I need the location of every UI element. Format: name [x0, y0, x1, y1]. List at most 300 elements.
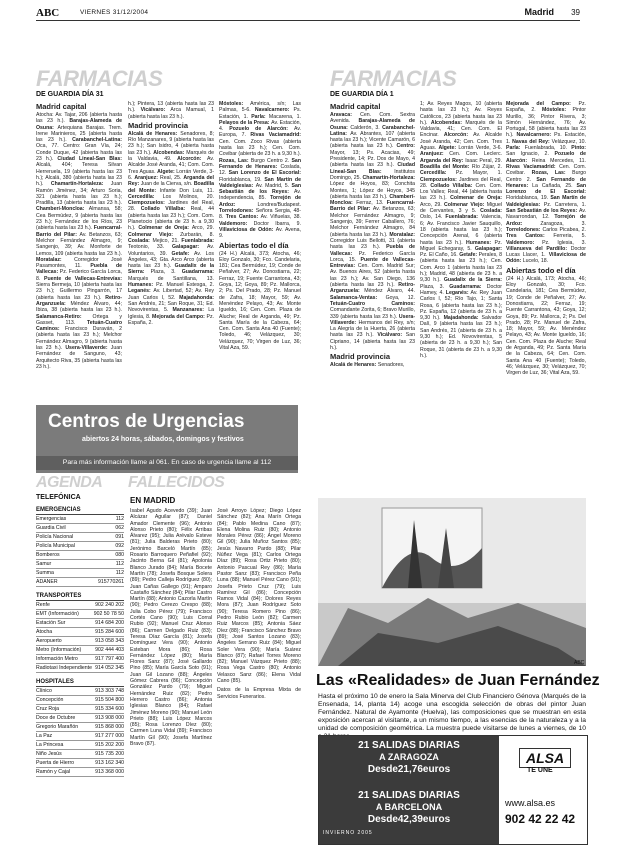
locality-label: Mejorada del Campo: [506, 101, 579, 107]
agenda-entry-number: 902 444 403 [93, 646, 124, 655]
obituaries-col1 [130, 508, 212, 843]
locality-label: San Martín de Valdeiglesias: [219, 176, 301, 189]
locality-label: Tres Cantos: [225, 214, 261, 221]
locality-label: Navas del Rey: [512, 138, 552, 145]
pharmacy-address: Los Molinos, 20. [162, 193, 214, 200]
locality-label: Salamanca-Retiro: [36, 313, 93, 320]
pharmacy-address: Burgo Centro 2. [250, 157, 292, 164]
pharmacy-address: Cen. Com. Sextra Avenida. [330, 112, 415, 125]
column-heading: Madrid provincia [128, 120, 189, 130]
agenda-entry-number: 112 [89, 515, 124, 524]
pharmacy-address: Av. Voluntarios, 39. [128, 244, 214, 257]
locality-label: Fuencarral-Barrio del Pilar: [36, 225, 122, 238]
pharmacy-address: Av. Alcalde José Aranda, 42; Cen. Com. Tres Aguas. [420, 132, 502, 152]
locality-label: Parla: [506, 145, 525, 152]
locality-label: Barajas-Alameda de Osuna: [330, 118, 415, 131]
agenda-row [36, 533, 124, 542]
pharmacy-address: Pz. Miguel Echegaray, 5. [420, 239, 502, 252]
pharmacy-address: Ortega y Gasset, 113. [36, 313, 122, 326]
ad-routes-panel [319, 736, 499, 844]
agenda-table [36, 687, 124, 777]
locality-label: Villanueva del Pardillo: [506, 245, 571, 252]
obituaries-text-a: Isabel Agudo Acevedo (39); Juan Alcázar Aguilar (87); Daniel Amador Clemente (96); Antonio Alonso Prieto (80); Félix Arribas Álvarez (95); Julia Arévalo Esteve (81); Julia Balderas Prieto (80); Jerónimo Barceló Martín (85); Rosario Barroquero Peñafiel (92); Jacinto Berna Gil (81); Apolonia Blanco Jurado (84); María Bocete Martín (78); Josefa Bosque Solera (89); Pedro Calleja Rodríguez (80); Juan Cañas Gallego (91); Amparo Castaño Sánchez (84); Pilar Castro Martín (88); Antonio Cazorla Martín (90); Pedro Cerezo Crespo (88); Julia Cobo Pérez (79); Francisco Cortés Cano (90); Luis Corral Rubio (92); Manuel Cruz Alonso (86); Carmen Delgado Ruiz (83); Teresa Díaz García (81); Josefa Domínguez Vera (90); Antonio Esteban Mora (86); Rosa Fernández López (80); María Flores Sanz (87); José Gallardo Pino (85); María García Soto (91); Juan Gil Lozano (88); Ángeles Gómez Cabrera (86); Concepción González Pardo (79); Miguel Hernández Ruiz (82); Pedro Herrero Castro (86); Antonia Iglesias Blanco (84); Rafael Jiménez Moreno (90); Manuel León Prieto (88); Luis López Marcos (85); Rosa Lorenzo Díez (80); Carmen Luna Vidal (89); Francisco Martín Gil (90); Josefa Martínez Bravo (87). [130, 508, 212, 747]
agenda-entry-number: 915 735 200 [88, 750, 124, 759]
agenda-row [36, 560, 124, 569]
locality-label: San Sebastián de los Reyes: [506, 208, 579, 215]
agenda-entry-name: EMT (Información) [36, 610, 93, 619]
pharmacy-address: Reina Mercedes, 11. [531, 157, 586, 164]
pharmacy-address: Teotonio, 33. [128, 244, 173, 251]
pharmacy-address: Goya, 12. [385, 294, 415, 301]
agenda-row [36, 551, 124, 560]
locality-label: Tetuán-Cuatro Caminos: [330, 300, 415, 307]
locality-label: Navalcarnero: [254, 107, 294, 114]
pharmacy-address: Sierra Bermeja, 10 (abierta hasta las 23 h.); Guillermo Pingarrón, 17 (abierta hasta las 23 h.). [36, 282, 122, 301]
left-pharmacies-head: DE GUARDIA DÍA 31 [36, 91, 104, 98]
locality-label: Vicálvaro: [377, 332, 406, 339]
locality-label: Guadarrama: [181, 269, 214, 276]
pharmacy-address: La Iglesia, 8. [128, 307, 214, 320]
agenda-entry-number: 915 504 800 [88, 696, 124, 705]
pharmacy-address: Cen. Com. Covibar. [506, 163, 586, 177]
pharmacy-address: Jardines del Real, 28. [420, 176, 502, 189]
pharmacy-address: Hermanos del Rey, s/n; La Alegría de la Huerta, 26 (abierta hasta las 23 h.). [330, 319, 415, 339]
locality-label: Manzanares: [172, 307, 209, 314]
agenda-entry-number: 915 202 200 [88, 741, 124, 750]
locality-label: Fuenlabrada: [181, 237, 214, 244]
pharmacy-address: Oslo, 14. [420, 214, 446, 221]
ad-line-4: 21 SALIDAS DIARIAS [358, 790, 460, 801]
column-heading: Madrid provincia [330, 352, 391, 362]
locality-label: Coslada: [480, 208, 502, 215]
locality-label: Pozuelo de Alarcón: [506, 151, 586, 164]
pharmacy-address: Av. Europa, 7. [219, 126, 301, 139]
pharmacy-address: Mejico, 21. [152, 237, 182, 244]
locality-label: Colmenar Viejo: [128, 231, 181, 238]
obituaries-col2 [217, 508, 301, 843]
pharmacy-address: Ps. Estación, 1. [219, 107, 301, 120]
locality-label: Parla: [251, 113, 269, 120]
pharmacy-address: Av. Independencia, 85. [219, 189, 301, 202]
locality-label: Humanes: [466, 239, 495, 246]
pharmacy-address: Cen. Com. Zoco Rivas (abierta hasta las 23 h.); Cen. Com. Covibar (abierta de 23 h. a 9,30 h.). [219, 138, 301, 158]
locality-label: Valdemoro: [219, 220, 254, 227]
issue-date: VIERNES 31/12/2004 [80, 9, 149, 16]
obituaries-kicker: FALLECIDOS [128, 474, 225, 491]
locality-label: Móstoles: [541, 107, 573, 114]
locality-label: Majadahonda: [179, 294, 214, 301]
locality-label: Vicálvaro: [140, 107, 171, 114]
agenda-row [36, 610, 124, 619]
locality-label: San Lorenzo de El Escorial: [506, 182, 586, 196]
agenda-entry-number: 915770261 [89, 578, 124, 587]
right-pharmacies-kicker: FARMACIAS [330, 66, 457, 91]
pharmacy-address: Av. Rey Juan Carlos I, 52; Río Tajo, 1; Santa Rosa, 6 (abierta hasta las 23 h.); Pz. España, 12 (abierta de 23 h. a 9,30 h.). [420, 289, 502, 322]
pharmacy-address: Zurbarán, 8. [180, 231, 214, 238]
agenda-entry-number: 062 [89, 524, 124, 533]
pharmacy-address: Mayor, 13; Ps. Acacias, 49; Presidente, 14; Pz. Dos de Mayo, 4 (abierta hasta las 23 h.). [330, 149, 415, 169]
agenda-row [36, 655, 124, 664]
agenda-row [36, 768, 124, 777]
locality-label: Alcorcón: [177, 156, 207, 163]
agenda-entry-number: 913 368 000 [88, 768, 124, 777]
locality-label: Alcobendas: [430, 119, 466, 126]
ad-line-2: A ZARAGOZA [379, 752, 439, 762]
agenda-entry-name: Renfe [36, 601, 93, 610]
agenda-entry-number: 092 [89, 542, 124, 551]
agenda-head: TELEFÓNICA [36, 494, 81, 501]
pharmacy-address: Floridablanca, 19. [506, 195, 551, 202]
agenda-entry-name: Gregorio Marañón [36, 723, 88, 732]
pharmacy-address: Av. Betanzos, 63; Melchor Fernández Almagro, 9; Sangenjo, 39; Ferrer Caballero, 76; Melchor Fernández Almagro, 84 (abierta hasta las 23 h.). [330, 206, 415, 238]
pharmacy-address: Artequiana Barajas. Trem. Irene Marinieros, 25 (abierta hasta las 23 h.). [36, 124, 122, 144]
agenda-row [36, 732, 124, 741]
locality-label: Usera-Villaverde: [330, 313, 415, 326]
locality-label: Aranjuez: [134, 174, 161, 181]
pharmacy-address: Francisco Duraván, 2 (abierta hasta las 23 h.); Melchor Fernández Almagro, 9 (abierta hasta las 23 h.). [36, 326, 122, 351]
locality-label: Valdemoro: [506, 239, 543, 246]
pharmacy-address: Isaac Peral, 29. [465, 157, 502, 164]
locality-label: Arganda del Rey: [128, 174, 214, 188]
agenda-row [36, 723, 124, 732]
pharmacy-address: Doctor Ibarra, 9. [253, 220, 301, 227]
locality-label: Puebla de Vallecas: [36, 263, 122, 276]
pharmacy-address: Cen. Com. Madrid Sur; Av. Buenos Aires, 52 (abierta hasta las 23 h.); Av. San Diego, 136 (abierta hasta las 23 h.). [330, 263, 415, 289]
agenda-row [36, 524, 124, 533]
ad-season: INVIERNO 2005 [323, 830, 373, 836]
right-pharmacies-head: DE GUARDIA DÍA 1 [330, 91, 394, 98]
pharmacy-address: América, s/n; Las Palmas, 5-6. [219, 101, 301, 114]
agenda-entry-name: Niño Jesús [36, 750, 88, 759]
ad-line-5: A BARCELONA [375, 802, 443, 812]
pharmacy-address: Av. Los Ángeles, 43; Gta. Arco Arco (abierta hasta las 23 h.). [128, 250, 214, 270]
pharmacy-address: Plaza, 3. [420, 283, 450, 290]
agenda-row [36, 578, 124, 587]
locality-label: Rozas, Las: [531, 170, 573, 177]
exhibition-photo [318, 498, 586, 666]
pharmacy-address: Pz. España, 2. [128, 313, 214, 326]
agenda-entry-number: 914 684 200 [93, 619, 124, 628]
agenda-entry-number: 917 277 000 [88, 732, 124, 741]
agenda-entry-number: 902 50 78 50 [93, 611, 124, 617]
agenda-entry-number: 080 [89, 551, 124, 560]
agenda-entry-number: 902 240 202 [93, 601, 124, 610]
agenda-block-title: TRANSPORTES [36, 593, 124, 601]
pharmacy-address: Lorrán Verde, 3-6. [128, 168, 214, 181]
pharmacy-address: Alcalá, 173; Atocha, 46; Eloy Gonzalo, 30; Fco. Candelaria, 181; Cea Bermúdez, 19; Conde de Peñalver, 27; Av. Donostiarra, 22; Ferraz, 19; Fuente Carrantona, 43; Goya, 12; Goya, 89; Pz. Mallorca, 2; Ps. Del Prado, 28; Pz. Manuel de Zafra, 18; Mayor, 59; Av. Menéndez Pelayo, 43; Av. Monte Igueldo, 16; Cen. Com. Plaza de Aluche; Real de Arganda, 49; Pz. Santa María de la Cabeza, 64; Cen. Com. Santa Ana 40 (Fuente); Toledo, 46; Velázquez, 30; Velázquez, 70; Virgen de Luz, 36; Vital Aza, 59. [506, 275, 586, 377]
pharmacy-address: Pintor Murillo, 36; Pintor Rivera, 3; Simón Hernández, 76; Av. Portugal, 58 (abierta hasta las 23 h.). [506, 107, 586, 139]
pharmacy-address: Av. Madrid, 5. [255, 182, 292, 189]
agenda-entry-number: 915 284 600 [93, 628, 124, 637]
pharmacy-address: Ps. Estación, 1. [506, 132, 586, 145]
left-pharmacies-col1 [36, 101, 122, 399]
agenda-entry-name: Puerta de Hierro [36, 759, 88, 768]
agenda-row [36, 569, 124, 578]
locality-label: Boadilla del Monte: [128, 181, 214, 194]
locality-label: Centro: [396, 143, 415, 150]
locality-label: Ciudad Lineal-San Blas: [330, 162, 415, 175]
locality-label: Puebla de Vallecas: [330, 244, 415, 257]
pharmacy-address: Av. Avena, 9. [219, 226, 301, 240]
pharmacy-address: Marqués de la Valdavia, 49. [128, 149, 214, 163]
pharmacy-address: Pz. El Caño, 16. [420, 252, 460, 259]
ad-line-1: 21 SALIDAS DIARIAS [358, 740, 460, 751]
agenda-entry-name: Ramón y Cajal [36, 768, 88, 777]
agenda-entry-name: Emergencias [36, 515, 89, 524]
pharmacy-address: Velázquez, 10. [551, 138, 586, 145]
pharmacy-address: Marqués de Santillana, 13. [128, 275, 214, 282]
pharmacy-address: Méndez Álvaro, 44. [364, 288, 415, 295]
pharmacy-address: San Ignacio, 2. [506, 151, 555, 158]
phone-agenda [36, 494, 124, 777]
pharmacy-address: Senadores, 8; Río Manzanares, 9 (abierta hasta las 23 h.); San Isidro, 4 (abierta hasta las 23 h.). [128, 130, 214, 156]
locality-label: Chamartín-Hortaleza: [362, 174, 415, 181]
pharmacy-address: Real, 25. [160, 174, 184, 181]
agenda-entry-number: 913 303 748 [88, 687, 124, 696]
alsa-advertisement[interactable] [318, 735, 588, 845]
agenda-entry-number: 091 [89, 533, 124, 542]
locality-label: Galapagar: [172, 244, 207, 251]
locality-label: Rozas, Las: [219, 157, 251, 164]
locality-label: San Martín de Valdeiglesias: [506, 195, 586, 208]
ad-tagline: TE UNE [527, 767, 553, 774]
pharmacy-address: Real, 44 (abierta hasta las 23 h.); Com. Com. Planetocio (abierta de 23 h. a 9,30 h.). [128, 206, 214, 232]
locality-label: Carabanchel-Latina: [72, 137, 122, 144]
pharmacy-address: Pz. Manuel Estesga, 2. [156, 282, 214, 289]
painting-illustration [318, 498, 586, 666]
pharmacy-address: Floridablanca, 19. [219, 176, 265, 183]
locality-label: Getafe: [459, 252, 479, 259]
pharmacy-address: Plaza, 3. [150, 269, 182, 276]
locality-label: Humanes: [128, 282, 157, 289]
locality-label: Boadilla del Monte: [420, 163, 472, 170]
locality-label: Alcorcón: [443, 132, 474, 139]
banner-subtitle: abiertos 24 horas, sábados, domingos y festivos [82, 436, 244, 443]
agenda-entry-name: La Princesa [36, 741, 88, 750]
obituaries-footer: Datos de la Empresa Mixta de Servicios Funerarios. [217, 687, 301, 700]
locality-label: Leganés: [128, 288, 154, 295]
agenda-blocks [36, 507, 124, 777]
locality-label: Ciempozuelos: [128, 200, 169, 207]
locality-label: Móstoles: [219, 101, 251, 107]
pharmacy-address: Doctor Hamey, 4. [420, 283, 502, 296]
pharmacy-address: Pz. España, 2. [506, 101, 586, 114]
pharmacy-address: Comandante Zorita, 6; Bravo Murillo, 339 (abierta hasta las 23 h.). [330, 307, 415, 320]
locality-label: Puente de Vallecas-Entrevías: [44, 275, 122, 282]
pharmacy-address: La Cañada, 25. [532, 182, 577, 189]
locality-label: Pinto: [571, 145, 586, 152]
pharmacy-address: Zaragoza, 3. [540, 220, 586, 227]
locality-label: Moratalaz: [389, 231, 415, 238]
obituaries-text-b: José Arroyo López; Diego López Sánchez (82); Ana Marín Ortega (84); Pablo Medina Cano (87); Elena Molina Ruiz (80); Antonio Morales Pérez (86); Ángel Moreno Gil (90); Julia Muñoz Santos (85); Jesús Navarro Pardo (88); Pilar Núñez Vega (81); Carlos Ortega Díaz (89); Rosa Ortiz Prieto (80); Antonio Pascual Rey (86); María Pastor Sanz (83); Francisco Peña Luna (88); Manuel Pérez Cano (91); Josefa Prieto Cruz (79); Luis Ramírez Gil (86); Concepción Ramos Vidal (84); Dolores Reyes Mora (87); Juan Rodríguez Soto (90); Teresa Romero Pino (86); Pedro Rubio León (82); Carmen Ruiz Marcos (85); Antonia Sáez Díez (88); Francisco Sánchez Bravo (89); José Santos Lozano (83); Ángeles Serrano Ruiz (84); Miguel Soler Vera (90); María Suárez Blanco (87); Rafael Torres Moreno (82); Manuel Vázquez Prieto (88); Rosa Vega Castro (80); Antonio Velasco Sanz (86); Elena Vidal Cano (85). [217, 508, 301, 685]
locality-label: Alcobendas: [153, 149, 187, 156]
locality-label: Rivas Vaciamadrid: [250, 132, 301, 139]
agenda-entry-number: 112 [89, 569, 124, 578]
right-pharmacies-col1 [330, 101, 415, 399]
locality-label: Cercedilla: [128, 193, 163, 200]
locality-label: Usera-Villaverde: [65, 344, 111, 351]
column-heading: Abiertas todo el día [219, 240, 289, 250]
locality-label: Salamanca-Ventas: [330, 294, 386, 301]
pharmacy-address: Av. Libertad, 52; Av. Rey Juan Carlos I, 52. [128, 288, 214, 301]
pharmacy-address: Fuenlabrada, 10. [524, 145, 572, 152]
ad-line-6: Desde42,39euros [367, 814, 451, 825]
masthead-logo: ABC [36, 7, 60, 19]
left-pharmacies-col2 [128, 101, 214, 399]
pharmacy-address: Av. Betanzos, 63; Melchor Fernández Almagro, 9; Sangenjo, 39; Av. Monforte de Lemos, 109 (abierta hasta las 23 h.). [36, 231, 122, 257]
locality-label: Collado Villalba: [140, 206, 191, 213]
agenda-block-title: EMERGENCIAS [36, 507, 124, 515]
locality-label: Alcalá de Henares: [128, 130, 181, 137]
locality-label: Majadahonda: [443, 315, 482, 322]
locality-label: Villaviciosa de Odón: [219, 226, 276, 233]
pharmacy-address: Juan Ramón Jiménez, 34; Arturo Soria, 321 (abierta hasta las 23 h.); Pradilla, 13 (abierta hasta las 23 h.). [36, 181, 122, 207]
pharmacy-address: Oca, 77. Centro: Gran Vía, 24; Conde Duque, 42 (abierta hasta las 23 h.). [36, 143, 122, 163]
locality-label: San Fernando de Henares: [506, 176, 586, 189]
agenda-kicker: AGENDA [36, 474, 103, 491]
column-heading: Madrid capital [36, 102, 87, 111]
pharmacy-address: San Cipriano, 14 (abierta hasta las 23 h.). [330, 332, 415, 351]
emergency-centers-banner [36, 405, 298, 473]
pharmacy-address: Av. Abrantes, 107 (abierta hasta las 23 h.); Vicente Camarón, 6 (abierta hasta las 23 h.). [330, 130, 415, 150]
article-lead: Hasta el próximo 10 de enero la Sala Minerva del Club Financiero Génova (Marqués de la Ensenada, 14, planta 14) acoge una escogida selección de obras del pintor Juan Fernández. Natural de Ayamonte (Huelva), las composiciones que se muestran en esta exposición acercan al visitante, a un mismo tiempo, a las esencias de la naturaleza y a la unidad de composición geométrica. La muestra puede visitarse de lunes a viernes, de 10 [318, 693, 586, 732]
locality-label: Algete: [438, 145, 459, 152]
locality-label: Guadalix de la Sierra: [128, 263, 214, 276]
left-pharmacies-col3 [219, 101, 301, 399]
pharmacy-address: Corregidor José Pasamontes, 11. [36, 256, 122, 270]
pharmacy-address: Pz. Iglesia, 3. [542, 239, 586, 246]
pharmacy-address: Valencia, 6; Av. Francisco Javier Sauquillo, 18 (abierta hasta las 23 h.); Concepción Arenal, 6 (abierta hasta las 23 h.). [420, 214, 502, 246]
locality-label: Pelayos de la Presa: [219, 119, 272, 126]
locality-label: Colmenar de Oreja: [450, 195, 502, 202]
alsa-logo: ALSA [519, 748, 571, 768]
agenda-entry-name: Concepción [36, 696, 88, 705]
pharmacy-address: Calderón, 3. [350, 124, 383, 131]
pharmacy-address: Jardines del Real, 28. [128, 200, 214, 213]
pharmacy-address: (24 H.) [506, 275, 527, 282]
locality-label: Torrejón de Ardoz: [219, 195, 301, 208]
agenda-row [36, 515, 124, 524]
agenda-entry-number: 913 908 000 [88, 714, 124, 723]
locality-label: Fuencarral-Barrio del Pilar: [330, 200, 415, 213]
pharmacy-address: (24 H.) [219, 250, 241, 257]
locality-label: Tres Cantos: [506, 233, 554, 240]
pharmacy-address: Pz. Mayor, 1. [455, 170, 502, 177]
pharmacy-address: Pz. Carretera, 1. [543, 201, 586, 208]
agenda-entry-name: Radiotaxi Independiente [36, 665, 92, 671]
locality-label: Galapagar: [474, 245, 502, 252]
article-headline: Las «Realidades» de Juan Fernández [316, 672, 600, 689]
agenda-entry-number: 915 868 000 [88, 723, 124, 732]
ad-website[interactable]: www.alsa.es [505, 798, 556, 808]
agenda-row [36, 687, 124, 696]
locality-label: Barajas-Alameda de Osuna: [36, 118, 122, 131]
agenda-entry-number: 917 797 400 [93, 655, 124, 664]
pharmacy-address: Cen. Com. Leclerc. [449, 151, 502, 158]
page-header [36, 6, 580, 21]
agenda-entry-number: 913 162 340 [88, 759, 124, 768]
pharmacy-address: Av. Estación, 4. [219, 119, 301, 133]
pharmacy-address: Señora Sergia, 48-8. [219, 208, 301, 221]
pharmacy-address: Almansa, 58; Cea Bermúdez, 9 (abierta hasta las 23 h.); Fernández de los Ríos, 23 (abierta hasta las 23 h.). [36, 206, 122, 232]
column-heading: Madrid capital [330, 102, 381, 111]
locality-label: Chamberí-Moncloa: [330, 193, 415, 207]
agenda-entry-name: La Paz [36, 732, 88, 741]
locality-label: Mejorada del Campo: [152, 313, 207, 320]
pharmacy-address: Macarena, 1. [268, 113, 301, 120]
pharmacy-address: Pz. Federico García Lorca, 15. [330, 250, 415, 263]
pharmacy-address: Alcalá, 373; Atocha, 46; Eloy Gonzalo, 30; Fco. Candelaria, 181; Cea Bermúdez, 19; Conde de Peñalver, 27; Av. Donostiarra, 22; Ferraz, 19; Fuente Carrantona, 43; Goya, 12; Goya, 89; Pz. Mallorca, 2; Ps. Del Prado, 28; Pz. Manuel de Zafra, 18; Mayor, 59; Av. Menéndez Pelayo, 43; Av. Monte Igueldo, 16; Cen. Com. Plaza de Aluche; Real de Arganda, 49; Pz. Santa María de la Cabeza, 64; Cen. Com. Santa Ana 40 (Fuente); Toledo, 46; Velázquez, 30; Velázquez, 70; Virgen de Luz, 36; Vital Aza, 59. [219, 250, 301, 351]
agenda-row [36, 696, 124, 705]
pharmacy-address: Coslada, 12. [219, 163, 301, 177]
pharmacy-address: San Andrés, 21; San Roque, 31; Ed. Novovirentas, 5. [128, 300, 214, 314]
section-name: Madrid [524, 7, 554, 17]
pharmacy-address: 1; Av. Reyes Magos, 10 (abierta hasta las 23 h.); Av. Reyes Católicos, 23 (abierta hasta las 23 h.). [420, 101, 502, 126]
locality-label: Navalcarnero: [516, 132, 555, 139]
pharmacy-address: Pz. Federico García Lorca, 8. [36, 269, 122, 282]
locality-label: Leganés: [445, 289, 471, 296]
locality-label: Chamartín-Hortaleza: [50, 181, 111, 188]
pharmacy-address: Infante Don Luis, 11. [159, 187, 214, 194]
agenda-row [36, 619, 124, 628]
pharmacy-address: Arco, 29. [420, 201, 445, 208]
agenda-row [36, 705, 124, 714]
agenda-row [36, 750, 124, 759]
pharmacy-address: Carlos Picabea, 2. [542, 226, 586, 233]
pharmacy-address: Doctor Lucas Llacer, 1. [506, 245, 586, 259]
pharmacy-address: Av. Viñuelas, 38. [260, 214, 301, 221]
locality-label: Torrelodones: [219, 208, 256, 215]
locality-label: Rivas Vaciamadrid: [506, 163, 560, 170]
locality-label: San Lorenzo de El Escorial: [228, 170, 301, 177]
locality-label: Aravaca: [330, 112, 361, 118]
locality-label: Puente de Vallecas-Entrevías: [330, 256, 415, 270]
agenda-entry-name: Atocha [36, 628, 93, 637]
locality-label: Ciudad Lineal-San Blas: [57, 156, 122, 163]
pharmacy-address: Corregidor Luis Bellotti, 31 (abierta hasta las 23 h.). [330, 237, 415, 251]
locality-label: Tetuán-Cuatro Caminos: [36, 319, 122, 333]
locality-label: Pozuelo de Alarcón: [229, 126, 294, 133]
locality-label: Cercedilla: [420, 170, 456, 177]
pharmacy-address: Salvador Dalí, 9 (abierta hasta las 23 h.); San Andrés, 21 (abierta de 23 h. a 9,30 h.); Ed. Novovirentas, 5 (abierta de 23 h. a 9,30 h.); San Roque, 31 (abierta de 23 h. a 9,30 h.). [420, 315, 502, 359]
page-number: 39 [571, 8, 580, 17]
agenda-row [36, 741, 124, 750]
pharmacy-address: Av. Alcalde José Aranda, 41; Com. Com. Tres Aguas. [128, 156, 214, 175]
locality-label: Retiro-Arganzuela: [330, 282, 415, 295]
locality-label: Torrelodones: [506, 226, 543, 233]
agenda-block-title: HOSPITALES [36, 679, 124, 687]
agenda-row [36, 637, 124, 646]
agenda-entry-name: Policía Municipal [36, 542, 89, 551]
column-heading: Abiertas todo el día [506, 265, 576, 275]
banner-title: Centros de Urgencias [48, 411, 245, 432]
locality-label: Retiro-Arganzuela: [36, 294, 122, 307]
agenda-row [36, 628, 124, 637]
pharmacy-address: Alcalá, 404; Teresa Silvan Herreruela, 19 (abierta hasta las 23 h.); Alcalá, 380 (abierta hasta las 23 h.). [36, 162, 122, 188]
agenda-entry-name: Cruz Roja [36, 705, 88, 714]
locality-label: Guadalix de la Sierra: [443, 277, 502, 284]
locality-label: Villaviciosa de Odón: [506, 252, 586, 265]
pharmacy-address: Atocha: Av. Tajar, 206 (abierta hasta las 23 h.). [36, 112, 122, 125]
agenda-entry-name: Doce de Octubre [36, 714, 88, 723]
pharmacy-address: Juan Fernández de Sanguno, 43; Arquitecto Riva, 35 (abierta hasta las 23 h.). [36, 344, 122, 370]
pharmacy-address: h.); Pintera, 13 (abierta hasta las 23 h.). [128, 101, 214, 114]
agenda-entry-name: Guardia Civil [36, 524, 89, 533]
ad-line-3: Desde21,76euros [367, 764, 451, 775]
right-pharmacies-col3 [506, 101, 586, 399]
pharmacy-address: Senadores, [377, 362, 405, 369]
locality-label: Moratalaz: [36, 256, 75, 263]
